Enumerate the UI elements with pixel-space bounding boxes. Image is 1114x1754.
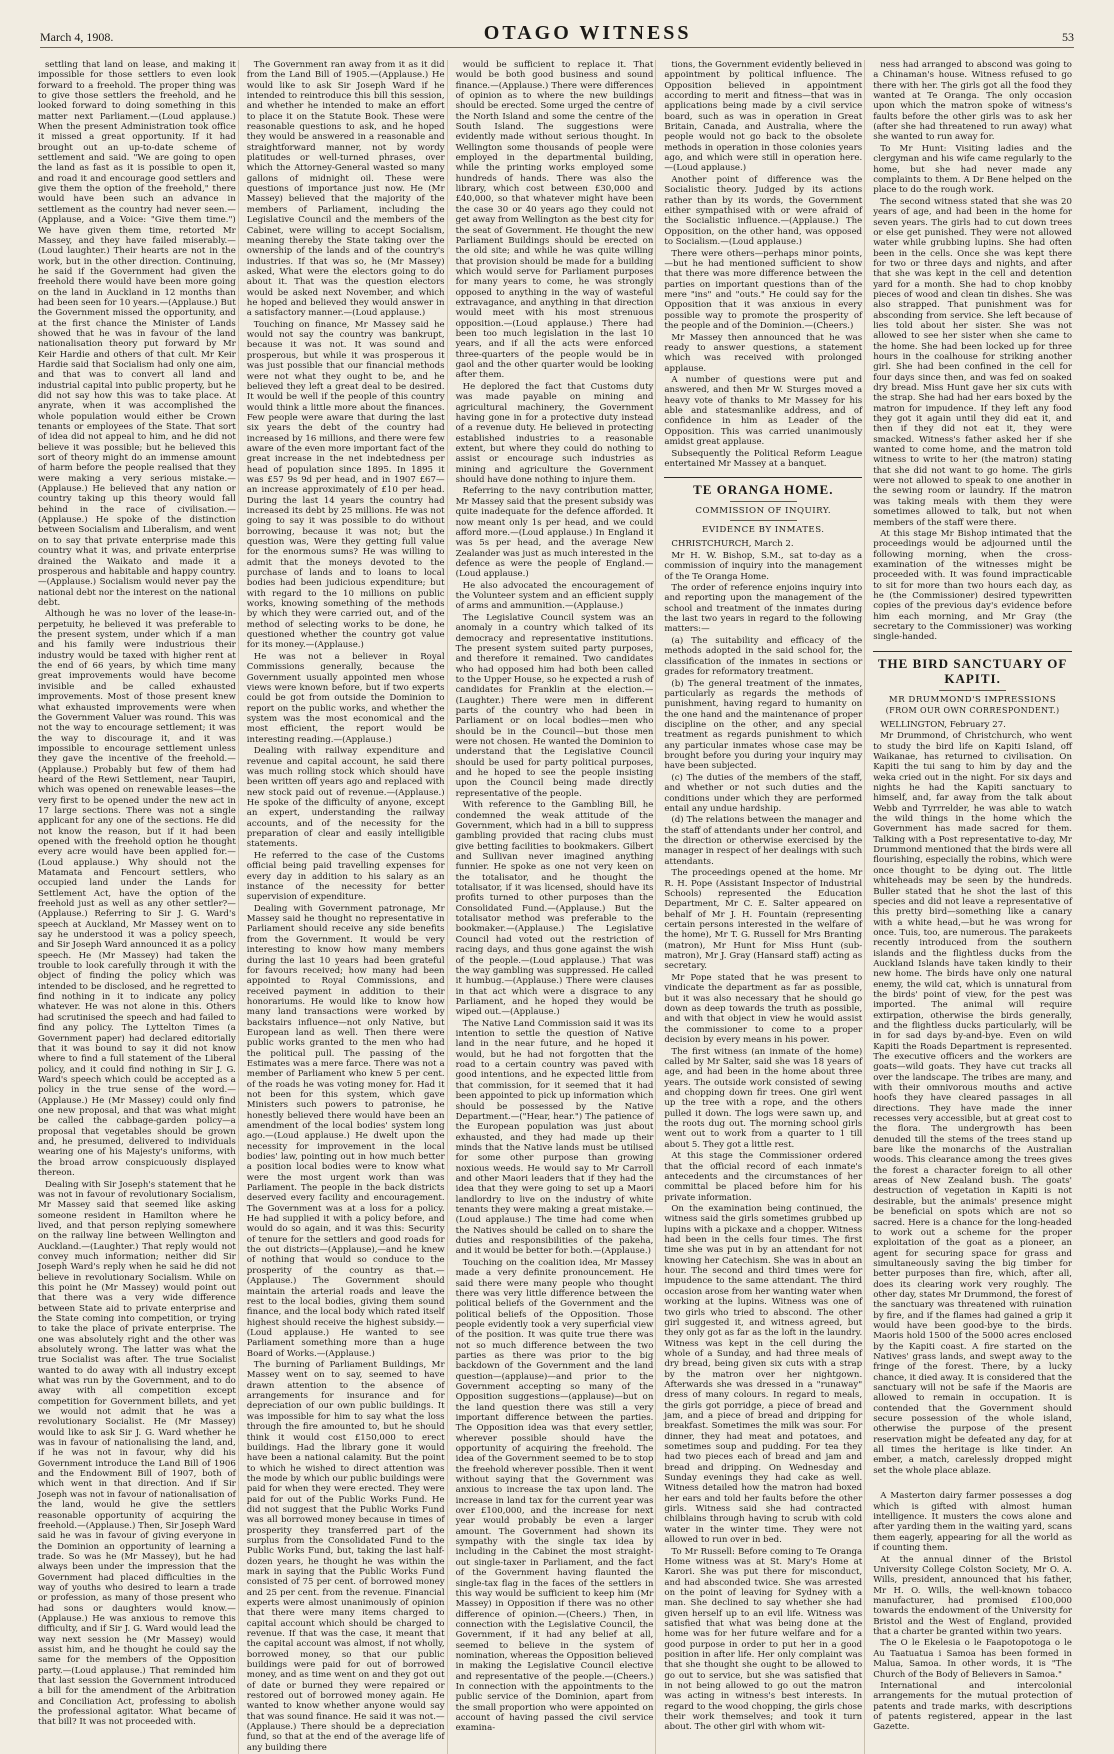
article-paragraph: Mr Drummond, of Christchurch, who went to study the bird life on Kapiti Island, off Waikanae, has returned to civilisation. On Kapiti the tui sang to him by day and the weka cried out in the night. For six days and nights he had the Kapiti sanctuary to himself, and, far away from the talk about Webb and Tyrrrelder, he was able to watch the wild things in the home which the Government has made sacred for them. Talking with a Post representative to-day, Mr Drummond mentioned that the birds were all flourishing, especially the robins, which were once thought to be dying out. The little whiteheads may be seen by the hundreds. Buller stated that he shot the last of this species and did not leave a representative of this pretty bird—something like a canary with a white head,—but he was wrong for once. Tuis, too, are numerous. The parakeets recently introduced from the southern islands and the flightless ducks from the Auckland Islands have taken kindly to their new home. The birds have only one natural enemy, the wild cat, which is unnatural from the birds' point of view, for the pest was imported. The animal will require extirpation, otherwise the birds generally, and the flightless ducks particularly, will be in for sad days by-and-bye. Even on wild Kapiti the Roads Department is represented. The executive officers and the workers are goats—wild goats. They have cut tracks all over the landscape. The tribes are many, and with their omnivorous mouths and active hoofs they have cleared passages in all directions. They have made the inner recesses very accessible, but at great cost to the flora. The undergrowth has been denuded till the stems of the trees stand up bare like the monarchs of the Australian woods. This clearance among the trees gives the forest a character foreign to all other areas of New Zealand bush. The goats' destruction of vegetation in Kapiti is not desirable, but the animals' presence might be beneficial on spots which are not so sacred. Here is a chance for the long-headed to work out a scheme for the proper exploitation of the goat as a pioneer, an agent for securing space for grass and simultaneously saving the big timber for better purposes than fire, which, after all, does its clearing work very roughly. The other day, states Mr Drummond, the forest of the sanctuary was threatened with ruination by fire, and if the flames had gained a grip it would have been good-bye to the birds. Maoris hold 1500 of the 5000 acres enclosed by the Kapiti coast. A fire started on the Natives' grass lands, and swept away to the fringe of the forest. There, by a lucky chance, it died away. It is considered that the sanctuary will not be safe if the Maoris are allowed to remain in occupation. It is contended that the Government should secure possession of the whole island, otherwise the purpose of the present reservation might be defeated any day, for at all times the heritage is like tinder. An ember, a match, carelessly dropped might set the whole place ablaze.	[873, 731, 1072, 1476]
article-paragraph: (b) The general treatment of the inmates, particularly as regards the methods of punishment, having regard to humanity on the one hand and the maintenance of proper discipline on the other, and any special treatment as regards punishment to which any particular inmates whose case may be brought before you during your inquiry may have been subjected.	[664, 678, 863, 772]
te-oranga-headline: TE ORANGA HOME.	[693, 482, 834, 498]
column-paragraph: Although he was no lover of the lease-in-perpetuity, he believed it was preferable to the present system, under which if a man and his family were industrious their industry would be taxed with higher rent at the end of 66 years, by which time many great improvements would have become invisible and be called exhausted improvements. Most of those present knew what exhausted improvements were when the Government Valuer was round. This was not the way to encourage settlement; it was the way to discourage it, and it was impossible to encourage settlement unless they gave the incentive of the freehold.—(Applause.) Probably but few of them had heard of the Rewi Settlement, near Taupiri, which was opened on renewable leases—the very first to be opened under the new act in 17 large sections. There was not a single applicant for any one of the sections. He did not know the reason, but if it had been opened with the freehold option he thought every acre would have been applied for.—(Loud applause.) Why should not the Matamata and Fencourt settlers, who occupied land under the Lands for Settlement Act, have the option of the freehold just as well as any other settler?—(Applause.) Referring to Sir J. G. Ward's speech at Auckland, Mr Massey went on to say he understood it was a policy speech, and Sir Joseph Ward announced it as a policy speech. He (Mr Massey) had taken the trouble to look carefully through it with the object of finding the policy which was intended to be disclosed, and he regretted to find nothing in it to indicate any policy whatever. He was not alone in this. Others had scrutinised the speech and had failed to find any policy. The Lyttelton Times (a Government paper) had declared editorially that it was bound to say it did not know where to find a full statement of the Liberal policy, and it could find nothing in Sir J. G. Ward's speech which could be accepted as a policy in the true sense of the word.—(Applause.) He (Mr Massey) could only find one new proposal, and that was what might be called the cabbage-garden policy—a proposal that vegetables should be grown and, he presumed, delivered to individuals wearing one of his Majesty's uniforms, with the broad arrow conspicuously displayed thereon.	[38, 609, 236, 1178]
section-divider	[873, 1477, 1072, 1491]
column-paragraph: Dealing with railway expenditure and revenue and capital account, he said there was much rolling stock which should have been written off years ago and replaced with new stock paid out of revenue.—(Applause.) He spoke of the difficulty of anyone, except an expert, understanding the railway accounts, and of the necessity for the preparation of clear and easily intelligible statements.	[246, 746, 445, 850]
heading-rule-short	[939, 690, 1007, 691]
column-4	[664, 60, 865, 1754]
article-paragraph: The proceedings opened at the home. Mr R. H. Pope (Assistant Inspector of Industrial Schools) represented the Education Department, Mr C. E. Salter appeared on behalf of Mr J. H. Fountain (representing certain persons interested in the welfare of the home), Mr T. G. Russell for Mrs Branting (matron), Mr Hunt for Miss Hunt (sub-matron), Mr J. Gray (Hansard staff) acting as secretary.	[664, 868, 863, 972]
column-paragraph: He referred to the case of the Customs official being paid travelling expenses for every day in addition to his salary as an instance of the necessity for better supervision of expenditure.	[246, 850, 445, 903]
page-number: 53	[1062, 30, 1074, 44]
column-paragraph: Touching on finance, Mr Massey said he would not say the country was bankrupt, because it was not. It was sound and prosperous, but while it was prosperous it was just possible that our financial methods were not what they ought to be, and he believed they left a great deal to be desired. It would be well if the people of this country would think a little more about the finances. Few people were aware that during the last six years the debt of the country had increased by 16 millions, and there were few aware of the even more important fact of the great increase in the net indebtedness per head of population since 1895. In 1895 it was £57 9s 9d per head, and in 1907 £67—an increase approximately of £10 per head. During the last 14 years the country had increased its debt by 25 millions. He was not going to say it was possible to do without borrowing, because it was not; but the question was, Were they getting full value for the enormous sums? He was willing to admit that the moneys devoted to the purchase of lands and to loans to local bodies had been judicious expenditure; but with regard to the 10 millions on public works, knowing something of the methods by which they were carried out, and of the method of selecting works to be done, he questioned whether the country got value for its money.—(Applause.)	[246, 319, 445, 651]
issue-date: March 4, 1908.	[40, 30, 114, 44]
kapiti-heading-block	[873, 651, 1072, 716]
column-paragraph: The second witness stated that she was 20 years of age, and had been in the home for seven years. The girls had to cut down trees or else get punished. They were not allowed water while grubbing lupins. She had often been in the cells. Once she was kept there for two or three days and nights, and after that she was kept in the cell and detention yard for a month. She had to chop knobby pieces of wood and clean tin dishes. She was also strapped. That punishment was for absconding from service. She left because of lies told about her sister. She was not allowed to see her sister when she came to the home. She had been locked up for three hours in the coalhouse for striking another girl. She had been confined in the cell for four days since then, and was fed on soaked dry bread. Miss Hunt gave her six cuts with the strap. She had had her ears boxed by the matron for impudence. If they left any food they got it again until they did eat it, and then if they did not eat it, they were smacked. Witness's father asked her if she wanted to come home, and the matron told witness to write to her (the matron) stating that she did not want to go home. The girls were not allowed to speak to one another in the sewing room or laundry. If the matron was taking meals with them they were sometimes allowed to talk, but not when members of the staff were there.	[873, 196, 1072, 528]
column-paragraph: A number of questions were put and answered, and then Mr W. Sturges moved a heavy vote of thanks to Mr Massey for his able and statesmanlike address, and of confidence in him as Leader of the Opposition. This was carried unanimously amidst great applause.	[664, 375, 863, 448]
column-paragraph: The burning of Parliament Buildings, Mr Massey went on to say, seemed to have drawn attention to the absence of arrangements for insurance and for depreciation of our own public buildings. It was impossible for him to say what the loss through the fire amounted to, but he should think it would cost £150,000 to erect buildings. Had the library gone it would have been a national calamity. But the point to which he wished to direct attention was the mode by which our public buildings were paid for when they were erected. They were paid for out of the Public Works Fund. He did not suggest that the Public Works Fund was all borrowed money because in times of prosperity they transferred part of the surplus from the Consolidated Fund to the Public Works Fund, but, taking the last half-dozen years, he thought he was within the mark in saying that the Public Works Fund consisted of 75 per cent. of borrowed money and 25 per cent. from the revenue. Financial experts were almost unanimously of opinion that there were many items charged to capital account which should be charged to revenue. If that was the case, it meant that the capital account was almost, if not wholly, borrowed money, so that our public buildings were paid for out of borrowed money, and as time went on and they got out of date or burned they were repaired or restored out of borrowed money again. He wanted to know whether anyone would say that was sound finance. He said it was not.—(Applause.) There should be a depreciation fund, so that at the end of the average life of any building there	[246, 1360, 445, 1753]
heading-rule-short	[730, 520, 797, 521]
column-paragraph: He deplored the fact that Customs duty was made payable on mining and agricultural machinery, the Government having gone in for a protective duty instead of a revenue duty. He believed in protecting established industries to a reasonable extent, but where they could do nothing to assist or encourage such industries as mining and agriculture the Government should have done nothing to injure them.	[455, 381, 654, 485]
column-paragraph: He also advocated the encouragement of the Volunteer system and an efficient supply of arms and ammunition.—(Applause.)	[455, 580, 654, 612]
column-paragraph: With reference to the Gambling Bill, he condemned the weak attitude of the Government, which had in a bill to suppress gambling provided that racing clubs must give betting facilities to bookmakers. Gilbert and Sullivan never imagined anything funnier. He spoke as one not very keen on the totalisator, and he thought the totalisator, if it was licensed, should have its profits turned to other purposes than the Consolidated Fund.—(Applause.) But the totalisator method was preferable to the bookmaker.—(Applause.) The Legislative Council had voted out the restriction of racing days, and thus gone against the wish of the people.—(Loud applause.) That was the way gambling was suppressed. He called it humbug.—(Applause.) There were clauses in that act which were a disgrace to any Parliament, and he hoped they would be wiped out.—(Applause.)	[455, 800, 654, 1018]
heading-rule-short	[730, 501, 797, 502]
column-paragraph: The Government ran away from it as it did from the Land Bill of 1905.—(Applause.) He would like to ask Sir Joseph Ward if he intended to reintroduce this bill this session, and whether he intended to make an effort to place it on the Statute Book. These were reasonable questions to ask, and he hoped they would be answered in a reasonable and straightforward manner, not by wordy platitudes or well-turned phrases, over which the Attorney-General wasted so many gallons of midnight oil. These were questions of importance just now. He (Mr Massey) believed that the majority of the members of Parliament, including the Legislative Council and the members of the Cabinet, were willing to accept Socialism, meaning thereby the State taking over the ownership of the lands and of the country's industries. If that was so, he (Mr Massey) asked, What were the electors going to do about it. That was the question electors would be asked next November, and which he hoped and believed they would answer in a satisfactory manner.—(Loud applause.)	[246, 60, 445, 319]
column-paragraph: He was not a believer in Royal Commissions generally, because the Government usually appointed men whose views were known before, but if two experts could be got from outside the Dominion to report on the public works, and whether the system was the most economical and the most efficient, the report would be interesting reading.—(Applause.)	[246, 651, 445, 745]
column-paragraph: Referring to the navy contribution matter, Mr Massey said that the present subsidy was quite inadequate for the defence afforded. It now meant only 1s per head, and we could afford more.—(Loud applause.) In England it was 5s per head, and the average New Zealander was just as much interested in the defence as were the people of England.—(Loud applause.)	[455, 486, 654, 580]
news-brief: At the annual dinner of the Bristol University College Colston Society, Mr O. A. Wills, president, announced that his father, Mr H. O. Wills, the well-known tobacco manufacturer, had promised £100,000 towards the endowment of the University for Bristol and the West of England, provided that a charter be granted within two years.	[873, 1554, 1072, 1637]
article-paragraph: The first witness (an inmate of the home) called by Mr Salter, said she was 18 years of age, and had been in the home about three years. The outside work consisted of sewing and chopping down fir trees. One girl went up the tree with a rope, and the others pulled it down. The logs were sawn up, and the roots dug out. The morning school girls went out to work from a quarter to 1 till about 5. They got a little rest.	[664, 1046, 863, 1150]
column-paragraph: To Mr Hunt: Visiting ladies and the clergyman and his wife came regularly to the home, but she had never made any complaints to them. A Dr Bene helped on the place to do the rough work.	[873, 143, 1072, 196]
column-paragraph: There were others—perhaps minor points,—but he had mentioned sufficient to show that there was more difference between the parties on important questions than of the mere "ins" and "outs." He could say for the Opposition that it was anxious in every possible way to promote the prosperity of the people and of the Dominion.—(Cheers.)	[664, 248, 863, 331]
te-oranga-subhead: COMMISSION OF INQUIRY.	[695, 506, 832, 517]
column-paragraph: would be sufficient to replace it. That would be both good business and sound finance.—(Applause.) There were differences of opinion as to where the new buildings should be erected. Some urged the centre of the North Island and some the centre of the South Island. The suggestions were evidently made without serious thought. In Wellington some thousands of people were employed in the departmental building, while the printing works employed some hundreds of hands. There was also the library, which cost between £30,000 and £40,000, so that whatever might have been the case 30 or 40 years ago they could not get away from Wellington as the best city for the seat of Government. He thought the new Parliament Buildings should be erected on the old site; and while he was quite willing that provision should be made for a building which would serve for Parliament purposes for many years to come, he was strongly opposed to anything in the way of wasteful extravagance, and anything in that direction would meet with his most strenuous opposition.—(Loud applause.) There had been too much legislation in the last 10 years, and if all the acts were enforced three-quarters of the people would be in gaol and the other quarter would be looking after them.	[455, 60, 654, 381]
kapiti-subhead: MR DRUMMOND'S IMPRESSIONS	[888, 694, 1057, 705]
kapiti-byline: (FROM OUR OWN CORRESPONDENT.)	[885, 705, 1060, 715]
masthead	[40, 16, 1074, 48]
news-brief: The O le Ekelesia o le Faapotopotoga o le Au Taatuatua i Samoa has been formed in Malua, Samoa. In other words, it is "The Church of the Body of Believers in Samoa."	[873, 1638, 1072, 1680]
column-paragraph: Mr Massey then announced that he was ready to answer questions, a statement which was received with prolonged applause.	[664, 332, 863, 374]
column-paragraph: The Legislative Council system was an anomaly in a country which talked of its democracy and representative institutions. The present system suited party purposes, and therefore it remained. Two candidates who had opposed him had both been called to the Upper House, so he expected a rush of candidates for Franklin at the election.—(Laughter.) There were men in different parts of the country who had been in Parliament or on local bodies—men who should be in the Council—but those men were not chosen. He wanted the Dominion to understand that the Legislative Council should be used for party political purposes, and he hoped to see the people insisting upon the Council being made directly representative of the people.	[455, 612, 654, 799]
column-paragraph: Dealing with Government patronage, Mr Massey said he thought no representative in Parliament should receive any side benefits from the Government. It would be very interesting to know how many members during the last 10 years had been grateful for favours received; how many had been appointed to Royal Commissions, and received payment in addition to their honorariums. He would like to know how many land transactions were worked by backstairs influence—not only Native, but European land as well. Then there were public works granted to the men who had the political pull. The passing of the Estimates was a mere farce. There was not a member of Parliament who knew 5 per cent. of the roads he was voting money for. Had it not been for this system, which gave Ministers such powers to patronise, he honestly believed there would have been an amendment of the local bodies' system long ago.—(Loud applause.) He dwelt upon the necessity for improvement in the local bodies' law, pointing out in how much better a position local bodies were to know what were the most urgent work than was Parliament. The people in the back districts deserved every facility and encouragement. The Government was at a loss for a policy. He had supplied it with a policy before, and would do so again, and it was this: Security of tenure for the settlers and good roads for the out districts—(Applause),—and he knew of nothing that would so conduce to the prosperity of the country as that.—(Applause.) The Government should maintain the arterial roads and leave the rest to the local bodies, giving them sound finance, and the local body which rated itself highest should receive the highest subsidy.—(Loud applause.) He wanted to see Parliament something more than a huge Board of Works.—(Applause.)	[246, 903, 445, 1359]
newspaper-title: OTAGO WITNESS	[483, 22, 692, 44]
column-paragraph: ness had arranged to abscond was going to a Chinaman's house. Witness refused to go there with her. The girls got all the food they wanted at Te Oranga. The only occasion upon which the matron spoke of witness's faults before the other girls was to ask her (after she had threatened to run away) what she wanted to run away for.	[873, 60, 1072, 143]
kapiti-dateline: WELLINGTON, February 27.	[880, 719, 1006, 730]
article-paragraph: (d) The relations between the manager and the staff of attendants under her control, and the direction or otherwise exercised by the manager in respect of her dealings with such attendants.	[664, 815, 863, 867]
heading-rule	[873, 651, 1072, 652]
article-paragraph: Mr H. W. Bishop, S.M., sat to-day as a commission of inquiry into the management of the Te Oranga Home.	[664, 550, 863, 582]
te-oranga-dateline: CHRISTCHURCH, March 2.	[671, 539, 794, 550]
kapiti-headline: THE BIRD SANCTUARY OF KAPITI.	[877, 655, 1068, 686]
news-brief: A Masterton dairy farmer possesses a dog which is gifted with almost human intelligence. It musters the cows alone and after yarding them in the waiting yard, scans them eagerly, appearing for all the world as if counting them.	[873, 1491, 1072, 1553]
column-paragraph: Another point of difference was the Socialistic theory. Judged by its actions rather than by its words, the Government either sympathised with or were afraid of the Socialistic influence.—(Applause.) The Opposition, on the other hand, was opposed to Socialism.—(Loud applause.)	[664, 174, 863, 248]
column-3	[456, 60, 657, 1754]
column-paragraph: Dealing with Sir Joseph's statement that he was not in favour of revolutionary Socialism, Mr Massey said that seemed like asking someone resident in Hamilton where he lived, and that person replying somewhere on the railway line between Wellington and Auckland.—(Laughter.) That reply would not convey much information; neither did Sir Joseph Ward's reply when he said he did not believe in revolutionary Socialism. While on this point he (Mr Massey) would point out that there was a very wide difference between State aid to private enterprise and the State coming into competition, or trying to take the place of private enterprise. The one was absolutely right and the other was absolutely wrong. The latter was what the true Socialist was after. The true Socialist wanted to do away with all industry except what was run by the Government, and to do away with all competition except competition for Government billets, and yet we would not admit that he was a revolutionary Socialist. He (Mr Massey) would like to ask Sir J. G. Ward whether he was in favour of nationalising the land, and, if he was not in favour, why did his Government introduce the Land Bill of 1906 and the Endowment Bill of 1907, both of which went in that direction. And if Sir Joseph was not in favour of nationalisation of the land, would he give the settlers reasonable opportunity of acquiring the freehold.—(Applause.) Then, Sir Joseph Ward said he was in favour of giving everyone in the Dominion an opportunity of learning a trade. So was he (Mr Massey), but he had always been under the impression that the Government had placed difficulties in the way of youths who desired to learn a trade or profession, as many of those present who had sons or daughters would know.—(Applause.) He was anxious to remove this difficulty, and if Sir J. G. Ward would lead the way next session he (Mr Massey) would assist him, and he thought he could say the same for the members of the Opposition party.—(Loud applause.) That reminded him that last session the Government introduced a bill for the amendment of the Arbitration and Conciliation Act, professing to abolish the professional agitator. What became of that bill? It was not proceeded with.	[38, 1179, 236, 1728]
te-oranga-subhead-2: EVIDENCE BY INMATES.	[702, 525, 825, 536]
article-columns	[38, 60, 1074, 1753]
news-brief: International and intercolonial arrangements for the mutual protection of patents and trade marks, with descriptions of patents registered, appear in the last Gazette.	[873, 1681, 1072, 1733]
column-1	[38, 60, 239, 1754]
te-oranga-heading-block	[664, 477, 862, 535]
column-paragraph: The Native Land Commission said it was its intention to settle the question of Native land in the near future, and he hoped it would, but he had not forgotten that the road to a certain country was paved with good intentions, and he expected little from that commission, for it seemed that it had been appointed to pick up information which should be possessed by the Native Department.—("Hear, hear.") The patience of the European population was just about exhausted, and they had made up their minds that the Native lands must be utilised for some other purpose than growing noxious weeds. He would say to Mr Carroll and other Maori leaders that if they had the idea that they were going to set up a Maori landlordry to live on the industry of white tenants they were making a great mistake.—(Loud applause.) The time had come when the Natives should be called on to share the duties and responsibilities of the pakeha, and it would be better for both.—(Applause.)	[455, 1018, 654, 1257]
column-paragraph: At this stage Mr Bishop intimated that the proceedings would be adjourned until the following morning, when the cross-examination of the witnesses might be proceeded with. It was found impracticable to sit for more than two hours each day, as he (the Commissioner) desired typewritten copies of the previous day's evidence before him each morning, and Mr Gray (the secretary to the Commissioner) was working single-handed.	[873, 529, 1072, 643]
article-paragraph: At this stage the Commissioner ordered that the official record of each inmate's antecedents and the circumstances of her committal be placed before him for his private information.	[664, 1151, 863, 1203]
article-paragraph: (a) The suitability and efficacy of the methods adopted in the said school for, the classification of the inmates in sections or grades for reformatory treatment.	[664, 636, 863, 678]
column-2	[247, 60, 448, 1754]
heading-rule	[664, 477, 862, 478]
column-paragraph: tions, the Government evidently believed in appointment by political influence. The Opposition believed in appointment according to merit and fitness—that was in applications being made by a civil service board, such as was in operation in Great Britain, Canada, and Australia, where the people would not go back to the obsolete methods in operation in those colonies years ago, and which were still in operation here.—(Loud applause.)	[664, 60, 863, 174]
article-paragraph: On the examination being continued, the witness said the girls sometimes grubbed up lupins with a pickaxe and a chopper. Witness had been in the cells four times. The first time she was put in by an attendant for not knowing her Catechism. She was in about an hour. The second and third times were for impudence to the same attendant. The third occasion arose from her wanting water when working at the lupins. Witness was one of two girls who tried to abscond. The other girl suggested it, and witness agreed, but they only got as far as the loft in the laundry. Witness was kept in the cell during the whole of a Sunday, and had three meals of dry bread, being given six cuts with a strap by the matron over her nightgown. Afterwards she was dressed in a "runaway" dress of many colours. In regard to meals, the girls got porridge, a piece of bread and jam, and a piece of bread and dripping for breakfast. Sometimes the milk was sour. For dinner, they had meat and potatoes, and sometimes soup and pudding. For tea they had two pieces each of bread and jam and bread and dripping. On Wednesday and Sunday evenings they had cake as well. Witness detailed how the matron had boxed her ears and told her faults before the other girls. Witness said she had contracted chilblains through having to scrub with cold water in the winter time. They were not allowed to run over in bed.	[664, 1204, 863, 1546]
column-paragraph: settling that land on lease, and making it impossible for those settlers to even look forward to a freehold. The proper thing was to give those settlers the freehold, and he looked forward to doing something in this matter next Parliament.—(Loud applause.) When the present Administration took office it missed a great opportunity. If it had brought out an up-to-date scheme of settlement and said. "We are going to open the land as fast as it is possible to open it, and road it and encourage good settlers and give them the option of the freehold," there would have been such an advance in settlement as the country had never seen.—(Applause, and a Voice: "Give them time.") We have given them time, retorted Mr Massey, and they have failed miserably.—(Loud laughter.) Their hearts are not in the work, but in the other direction. Continuing, he said if the Government had given the freehold there would have been more going on the land in Auckland in 12 months than had been seen for 10 years.—(Applause.) But the Government missed the opportunity, and at the first chance the Minister of Lands showed that he was in favour of the land nationalisation theory put forward by Mr Keir Hardie and others of that cult. Mr Keir Hardie said that Socialism had only one aim, and that was to convert all land and industrial capital into public property, but he did not say how this was to take place. At anyrate, when it was accomplished the whole population would either be Crown tenants or employees of the State. That sort of idea did not appeal to him, and he did not believe it was possible; but he believed this sort of theory might do an immense amount of harm before the people realised that they were making a very serious mistake.—(Applause.) He believed that any nation or country taking up this theory would fall behind in the race of civilisation.—(Applause.) He spoke of the distinction between Socialism and Liberalism, and went on to say that private enterprise made this country what it was, and private enterprise drained the Waikato and made it a prosperous and habitable and happy country.—(Applause.) Socialism would never pay the national debt nor the interest on the national debt.	[38, 60, 236, 608]
column-paragraph: Subsequently the Political Reform League entertained Mr Massey at a banquet.	[664, 448, 863, 469]
column-5	[873, 60, 1074, 1754]
article-paragraph: The order of reference enjoins inquiry into and reporting upon the management of the school and treatment of the inmates during the last two years in regard to the following matters:—	[664, 583, 863, 635]
column-paragraph: Touching on the coalition idea, Mr Massey made a very definite pronouncement. He said there were many people who thought there was very little difference between the political beliefs of the Government and the political beliefs of the Opposition. Those people evidently took a very superficial view of the position. It was quite true there was not so much difference between the two parties as there was prior to the big backdown of the Government and the land question—(applause)—and prior to the Government accepting so many of the Opposition suggestions—(applause)—but on the land question there was still a very important difference between the parties. The Opposition idea was that every settler, wherever possible should have the opportunity of acquiring the freehold. The idea of the Government seemed to be to stop the freehold wherever possible. Then it went without saying that the Government was anxious to increase the tax upon land. The increase in land tax for the current year was over £100,000, and the increase for next year would probably be even a larger amount. The Government had shown its sympathy with the single tax idea by including in the Cabinet the most straight-out single-taxer in Parliament, and the fact of the Government having flaunted the single-tax flag in the faces of the settlers in this way would be sufficient to keep him (Mr Massey) in Opposition if there was no other difference of opinion.—(Cheers.) Then, in connection with the Legislative Council, the Government, if it had any belief at all, seemed to believe in the system of nomination, whereas the Opposition believed in making the Legislative Council elective and representative of the people.—(Cheers.) In connection with the appointments to the public service of the Dominion, apart from the small proportion who were appointed on account of having passed the civil service examina-	[455, 1257, 654, 1734]
article-paragraph: To Mr Russell: Before coming to Te Oranga Home witness was at St. Mary's Home at Karori. She was put there for misconduct, and had absconded twice. She was arrested on the point of leaving for Sydney with a man. She declined to say whether she had given herself up to an evil life. Witness was satisfied that what was being done at the home was for her future welfare and for a good purpose in order to put her in a good position in after life. Her only complaint was that she thought she ought to be allowed to go out to service, but she was satisfied that in not being allowed to go out the matron was acting in witness's best interests. In regard to the wood chopping, the girls chose their work themselves; and took it turn about. The other girl with whom wit-	[664, 1546, 863, 1733]
article-paragraph: Mr Pope stated that he was present to vindicate the department as far as possible, but it was also necessary that he should go down as deep towards the truth as possible, and with that object in view he would assist the commissioner to come to a proper decision by every means in his power.	[664, 972, 863, 1045]
article-paragraph: (c) The duties of the members of the staff, and whether or not such duties and the conditions under which they are performed entail any undue hardship.	[664, 772, 863, 814]
